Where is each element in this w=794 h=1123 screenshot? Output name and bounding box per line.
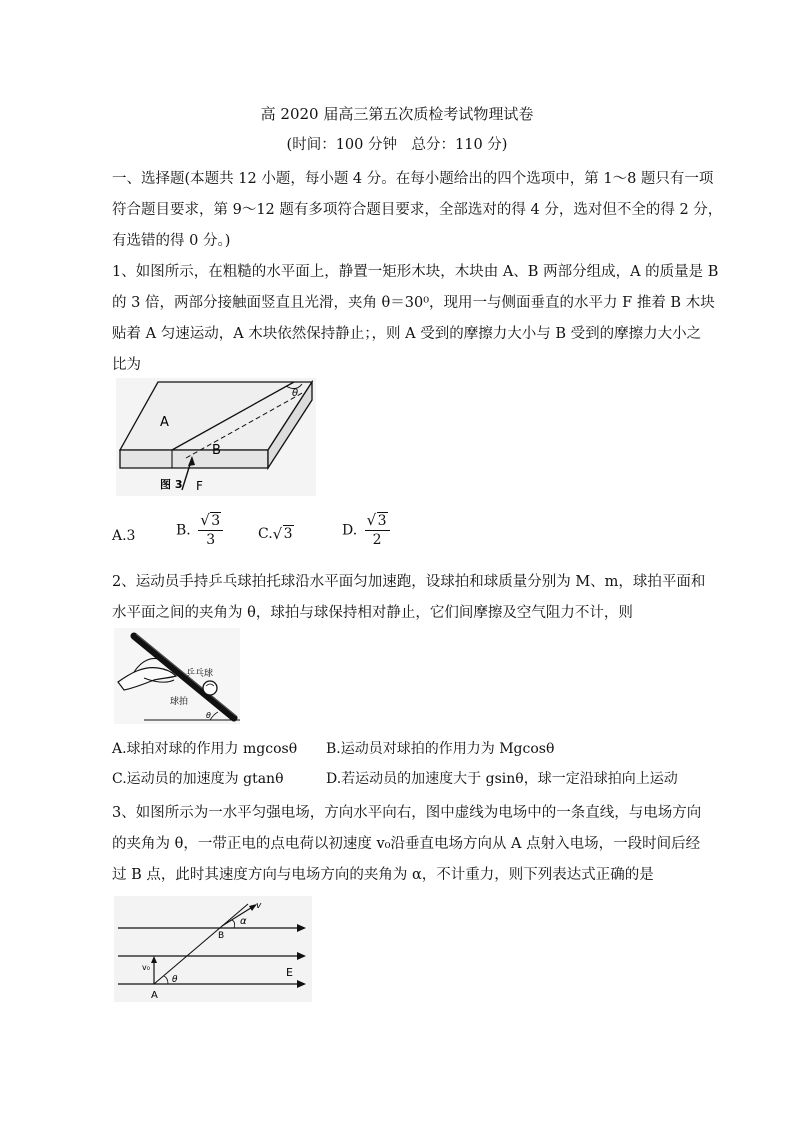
q1-stem-line-1: 1、如图所示，在粗糙的水平面上，静置一矩形木块，木块由 A、B 两部分组成，A 的质量是 B [112,264,719,280]
q1-option-c-arg: 3 [283,526,293,542]
section-intro-line-2: 符合题目要求，第 9～12 题有多项符合题目要求，全部选对的得 4 分，选对但不全的得 2 分， [112,202,723,218]
q1-option-b-den: 3 [206,532,216,548]
q2-stem-line-2: 水平面之间的夹角为 θ，球拍与球保持相对静止，它们间摩擦及空气阻力不计，则 [112,605,633,621]
q3-fig-v-label: v [256,901,262,911]
q2-stem-line-1: 2、运动员手持乒乓球拍托球沿水平面匀加速跑，设球拍和球质量分别为 M、m，球拍平面和 [112,574,706,590]
sqrt-icon: √ [272,525,283,543]
q3-fig-a-label: A [151,990,158,1001]
q2-racket-figure [114,628,240,724]
q1-option-d-num: 3 [377,513,387,529]
q1-option-d-fraction [365,512,390,549]
q3-fig-theta-label: θ [172,975,178,985]
q1-option-c-prefix: C. [258,526,273,542]
q3-stem-line-2: 的夹角为 θ，一带正电的点电荷以初速度 v₀沿垂直电场方向从 A 点射入电场，一段时间后经 [112,836,701,852]
q2-fig-theta-label: θ [206,711,211,720]
q1-stem-line-4: 比为 [112,357,141,373]
section-intro-line-3: 有选错的得 0 分。) [112,233,231,249]
section-intro-line-1: 一、选择题(本题共 12 小题，每小题 4 分。在每小题给出的四个选项中，第 1～8 题只有一项 [112,171,714,187]
q2-option-c: C.运动员的加速度为 gtanθ [112,771,284,787]
sqrt-icon: √ [366,511,377,529]
q1-option-b-prefix: B. [176,522,191,539]
q1-fig-label-a: A [160,415,169,430]
q1-option-d [342,512,390,549]
q3-fig-e-label: E [286,966,293,979]
q1-option-d-den: 2 [372,532,382,548]
q1-option-c [258,526,294,542]
q1-fig-force-label: F [196,479,203,493]
q3-stem-line-1: 3、如图所示为一水平匀强电场，方向水平向右，图中虚线为电场中的一条直线，与电场方向 [112,805,702,821]
q1-option-b-num: 3 [211,513,221,529]
q1-option-b-fraction [198,512,223,549]
q3-fig-alpha-label: α [240,916,247,927]
q1-stem-line-2: 的 3 倍，两部分接触面竖直且光滑，夹角 θ＝30⁰，现用一与侧面垂直的水平力 F 推着 B 木块 [112,295,715,311]
q2-option-b: B.运动员对球拍的作用力为 Mgcosθ [326,741,555,757]
q3-stem-line-3: 过 B 点，此时其速度方向与电场方向的夹角为 α，不计重力，则下列表达式正确的是 [112,867,654,883]
q1-fig-caption: 图 3 [160,478,183,491]
q3-fig-v0-label: v₀ [142,963,150,972]
q1-option-b [176,512,223,549]
q1-fig-label-b: B [212,443,221,458]
q2-fig-racket-label: 球拍 [170,697,189,707]
q3-field-figure [114,896,312,1002]
q2-option-a: A.球拍对球的作用力 mgcosθ [112,741,298,757]
q1-block-figure [116,378,316,496]
q2-option-d: D.若运动员的加速度大于 gsinθ，球一定沿球拍向上运动 [326,771,678,787]
page-subtitle: (时间：100 分钟 总分：110 分) [286,137,508,153]
q1-option-a: A.3 [112,528,136,544]
sqrt-icon: √ [200,511,210,529]
q1-fig-theta-label: θ [292,388,299,399]
q1-stem-line-3: 贴着 A 匀速运动，A 木块依然保持静止；，则 A 受到的摩擦力大小与 B 受到的摩擦力大小之 [112,326,702,342]
q2-fig-ball-label: 乒乓球 [186,669,214,679]
q1-option-d-prefix: D. [342,522,358,539]
q3-fig-b-label: B [218,931,225,941]
page-title: 高 2020 届高三第五次质检考试物理试卷 [260,105,534,123]
